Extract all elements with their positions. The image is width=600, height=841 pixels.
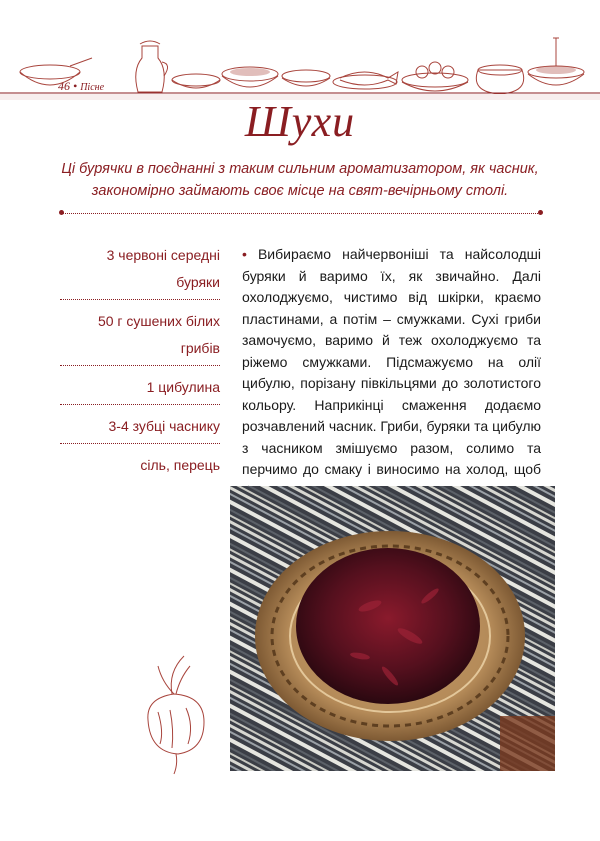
page-number (58, 79, 104, 94)
page-number-value: 46 (58, 79, 70, 93)
ingredient-item: 3-4 зубці часнику (60, 413, 220, 444)
ingredient-item: 3 червоні середні буряки (60, 242, 220, 300)
dish-photo-illustration (230, 486, 555, 771)
ingredients-list (60, 242, 220, 490)
dotted-divider (62, 213, 540, 214)
method-bullet: • (242, 246, 258, 262)
ingredient-item: 50 г сушених білих грибів (60, 308, 220, 366)
beet-illustration (128, 652, 223, 777)
method-text: Вибираємо найчервоніші та найсолодші буряки й варимо їх, як звичайно. Далі охолоджуємо, чистимо від шкірки, краємо пластинами, а потім – смужками. Сухі гриби замочуємо, варимо й теж охолоджуємо та ріжемо смужками. Підсмажуємо на олії цибулю, порізану півкільцями до золотистого кольору. Наприкінці смаження додаємо розчавлений часник. Гриби, буряки та цибулю з часником змішуємо разом, солимо та перчимо до смаку і виносимо на холод, щоб (242, 246, 541, 477)
recipe-method (242, 244, 541, 502)
bullet-separator: • (73, 79, 81, 93)
recipe-title: Шухи (244, 97, 356, 146)
ingredient-item: 1 цибулина (60, 374, 220, 405)
dish-photo (230, 486, 555, 771)
section-name: Пісне (80, 82, 105, 93)
recipe-intro: Ці бурячки в поєднанні з таким сильним ароматизатором, як часник, закономірно займають своє місце на свят-вечірньому столі. (61, 161, 539, 199)
ingredient-item: сіль, перець (140, 457, 220, 473)
